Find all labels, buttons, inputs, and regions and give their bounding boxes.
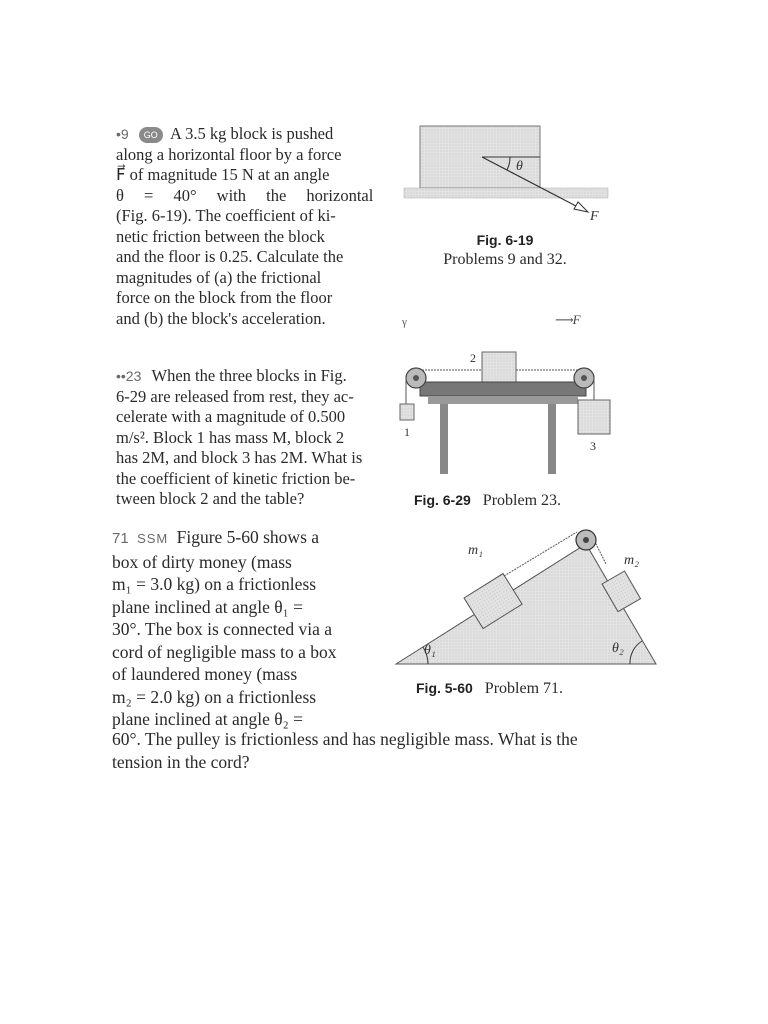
problem-9-line-1: •9 GO A 3.5 kg block is pushed [116, 124, 334, 143]
problem-number: •9 [116, 126, 129, 142]
force-label: F⃗ [590, 209, 610, 224]
table-leg-left [440, 404, 448, 474]
table-leg-right [548, 404, 556, 474]
problem-9-line-5: (Fig. 6-19). The coefficient of ki- [116, 206, 336, 225]
problem-9-line-3: F⃗ of magnitude 15 N at an angle [116, 165, 330, 184]
figure-caption: Problem 71. [484, 680, 564, 697]
problem-9 [116, 124, 386, 329]
problem-71-line-10: 60°. The pulley is frictionless and has negligible mass. What is the [112, 729, 578, 749]
problem-23 [116, 366, 386, 510]
m1-label: m₁ [468, 543, 483, 558]
problem-23-line-5: has 2M, and block 3 has 2M. What is [116, 448, 363, 467]
problem-71-line-5: 30°. The box is connected via a [112, 619, 333, 639]
pulley-left-hub [413, 375, 419, 381]
stray-force-arrow: ⟶F⃗ [555, 312, 591, 327]
figure-label: Fig. 6-19 [476, 232, 534, 248]
theta1-label: θ₁ [424, 643, 436, 658]
figure-caption: Problems 9 and 32. [443, 251, 567, 268]
m2-label: m₂ [624, 553, 639, 568]
problem-23-line-4: m/s². Block 1 has mass M, block 2 [116, 427, 345, 447]
figure-caption: Problem 23. [482, 492, 562, 509]
problem-23-line-7: tween block 2 and the table? [116, 489, 305, 508]
table-top [420, 382, 586, 396]
problem-23-line-3: celerate with a magnitude of 0.500 [116, 407, 346, 426]
figure-label: Fig. 5-60 [416, 680, 473, 696]
figure-label: Fig. 6-29 [414, 492, 471, 508]
problem-71 [112, 526, 362, 731]
problem-9-line-8: magnitudes of (a) the frictional [116, 267, 322, 287]
theta2-label: θ₂ [612, 641, 624, 656]
block-2 [482, 352, 516, 382]
problem-71-line-9: plane inclined at angle θ₂ = [112, 709, 304, 729]
problem-23-line-6: the coefficient of kinetic friction be- [116, 468, 356, 488]
problem-number: ••23 [116, 368, 142, 384]
block-1-label: 1 [404, 425, 410, 439]
theta-label: θ [516, 159, 523, 174]
problem-23-line-2: 6-29 are released from rest, they ac- [116, 386, 354, 406]
problem-71-line-1: 71 SSM Figure 5-60 shows a [112, 527, 320, 547]
fig-6-19-caption [430, 230, 580, 270]
problem-71-full-width [112, 728, 672, 773]
problem-9-line-6: netic friction between the block [116, 226, 325, 246]
problem-71-line-8: m₂ = 2.0 kg) on a frictionless [112, 686, 317, 707]
problem-23-line-1: ••23 When the three blocks in Fig. [116, 366, 347, 385]
fig-5-60-diagram [380, 520, 670, 670]
force-arrowhead [574, 202, 588, 212]
problem-9-line-10: and (b) the block's acceleration. [116, 308, 326, 328]
problem-71-line-11: tension in the cord? [112, 751, 250, 772]
block-1 [400, 404, 414, 420]
problem-number: 71 [112, 530, 129, 547]
stray-mark: γ [402, 316, 407, 328]
block-3-label: 3 [590, 439, 596, 453]
block-2-label: 2 [470, 351, 476, 365]
floor [404, 188, 608, 198]
problem-9-line-7: and the floor is 0.25. Calculate the [116, 247, 344, 266]
ssm-tag: SSM [137, 531, 169, 546]
block-3 [578, 400, 610, 434]
problem-9-line-2: along a horizontal floor by a force [116, 144, 342, 164]
problem-71-line-3: m₁ = 3.0 kg) on a frictionless [112, 574, 317, 594]
fig-5-60-caption [416, 680, 563, 698]
problem-9-line-4: θ = 40° with the horizontal [116, 185, 374, 205]
problem-71-line-4: plane inclined at angle θ₁ = [112, 596, 304, 617]
table-underside [428, 396, 578, 404]
fig-6-19-diagram [398, 120, 618, 230]
go-badge-icon: GO [139, 127, 163, 143]
problem-9-line-9: force on the block from the floor [116, 288, 333, 307]
fig-6-29-diagram [398, 348, 628, 476]
problem-71-line-6: cord of negligible mass to a box [112, 641, 337, 662]
pulley-right-hub [581, 375, 587, 381]
pulley-hub [583, 537, 589, 543]
problem-71-line-7: of laundered money (mass [112, 664, 298, 684]
problem-71-line-2: box of dirty money (mass [112, 551, 292, 572]
fig-6-29-caption [414, 492, 561, 510]
